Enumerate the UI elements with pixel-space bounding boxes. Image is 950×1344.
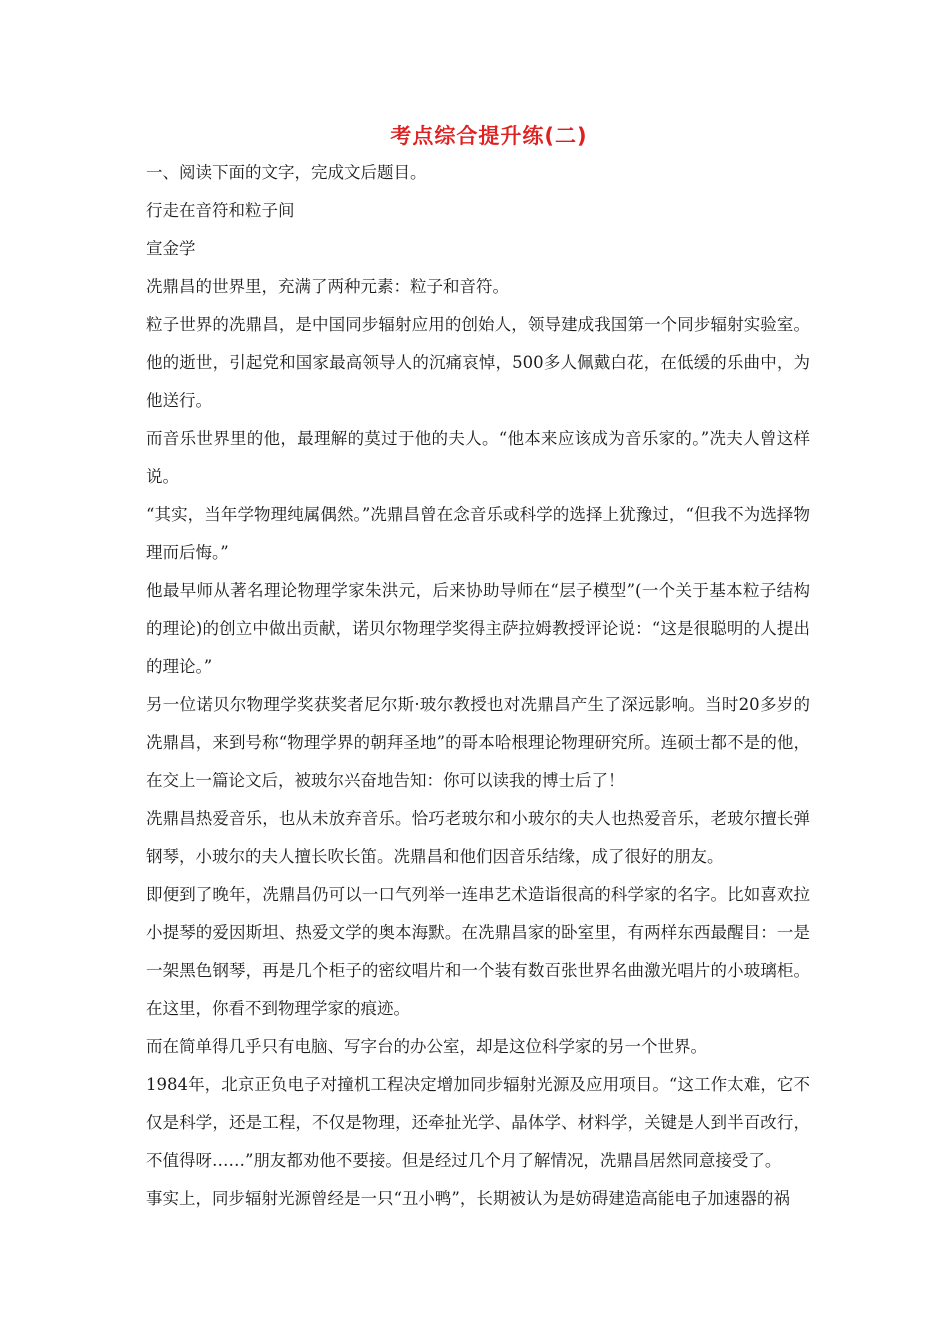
document-title: 考点综合提升练(二) [390, 124, 588, 148]
article-paragraph: 即便到了晚年，冼鼎昌仍可以一口气列举一连串艺术造诣很高的科学家的名字。比如喜欢拉小提琴的爱因斯坦、热爱文学的奥本海默。在冼鼎昌家的卧室里，有两样东西最醒目：一是一架黑色钢琴，再是几个柜子的密纹唱片和一个装有数百张世界名曲激光唱片的小玻璃柜。在这里，你看不到物理学家的痕迹。 [146, 885, 810, 1018]
article-paragraph: 1984年，北京正负电子对撞机工程决定增加同步辐射光源及应用项目。“这工作太难，它不仅是科学，还是工程，不仅是物理，还牵扯光学、晶体学、材料学，关键是人到半百改行，不值得呀……”朋友都劝他不要接。但是经过几个月了解情况，冼鼎昌居然同意接受了。 [146, 1075, 810, 1170]
article-paragraph: 他最早师从著名理论物理学家朱洪元，后来协助导师在“层子模型”(一个关于基本粒子结构的理论)的创立中做出贡献，诺贝尔物理学奖得主萨拉姆教授评论说：“这是很聪明的人提出的理论。” [146, 581, 810, 676]
article-paragraph: 而在简单得几乎只有电脑、写字台的办公室，却是这位科学家的另一个世界。 [146, 1037, 707, 1056]
article-paragraph: 冼鼎昌热爱音乐，也从未放弃音乐。恰巧老玻尔和小玻尔的夫人也热爱音乐，老玻尔擅长弹钢琴，小玻尔的夫人擅长吹长笛。冼鼎昌和他们因音乐结缘，成了很好的朋友。 [146, 809, 810, 866]
document-page [146, 118, 810, 1218]
article-paragraph: 粒子世界的冼鼎昌，是中国同步辐射应用的创始人，领导建成我国第一个同步辐射实验室。他的逝世，引起党和国家最高领导人的沉痛哀悼，500多人佩戴白花，在低缓的乐曲中，为他送行。 [146, 315, 810, 410]
article-paragraph: “其实，当年学物理纯属偶然。”冼鼎昌曾在念音乐或科学的选择上犹豫过，“但我不为选择物理而后悔。” [146, 505, 810, 562]
article-paragraph: 而音乐世界里的他，最理解的莫过于他的夫人。“他本来应该成为音乐家的。”冼夫人曾这样说。 [146, 429, 810, 486]
article-author: 宣金学 [146, 239, 196, 258]
article-title: 行走在音符和粒子间 [146, 201, 295, 220]
article-paragraph: 冼鼎昌的世界里，充满了两种元素：粒子和音符。 [146, 277, 509, 296]
article-paragraph: 事实上，同步辐射光源曾经是一只“丑小鸭”，长期被认为是妨碍建造高能电子加速器的祸 [146, 1189, 790, 1208]
question-instruction: 一、阅读下面的文字，完成文后题目。 [146, 163, 427, 182]
article-paragraph: 另一位诺贝尔物理学奖获奖者尼尔斯·玻尔教授也对冼鼎昌产生了深远影响。当时20多岁的冼鼎昌，来到号称“物理学界的朝拜圣地”的哥本哈根理论物理研究所。连硕士都不是的他，在交上一篇论文后，被玻尔兴奋地告知：你可以读我的博士后了！ [146, 695, 810, 790]
